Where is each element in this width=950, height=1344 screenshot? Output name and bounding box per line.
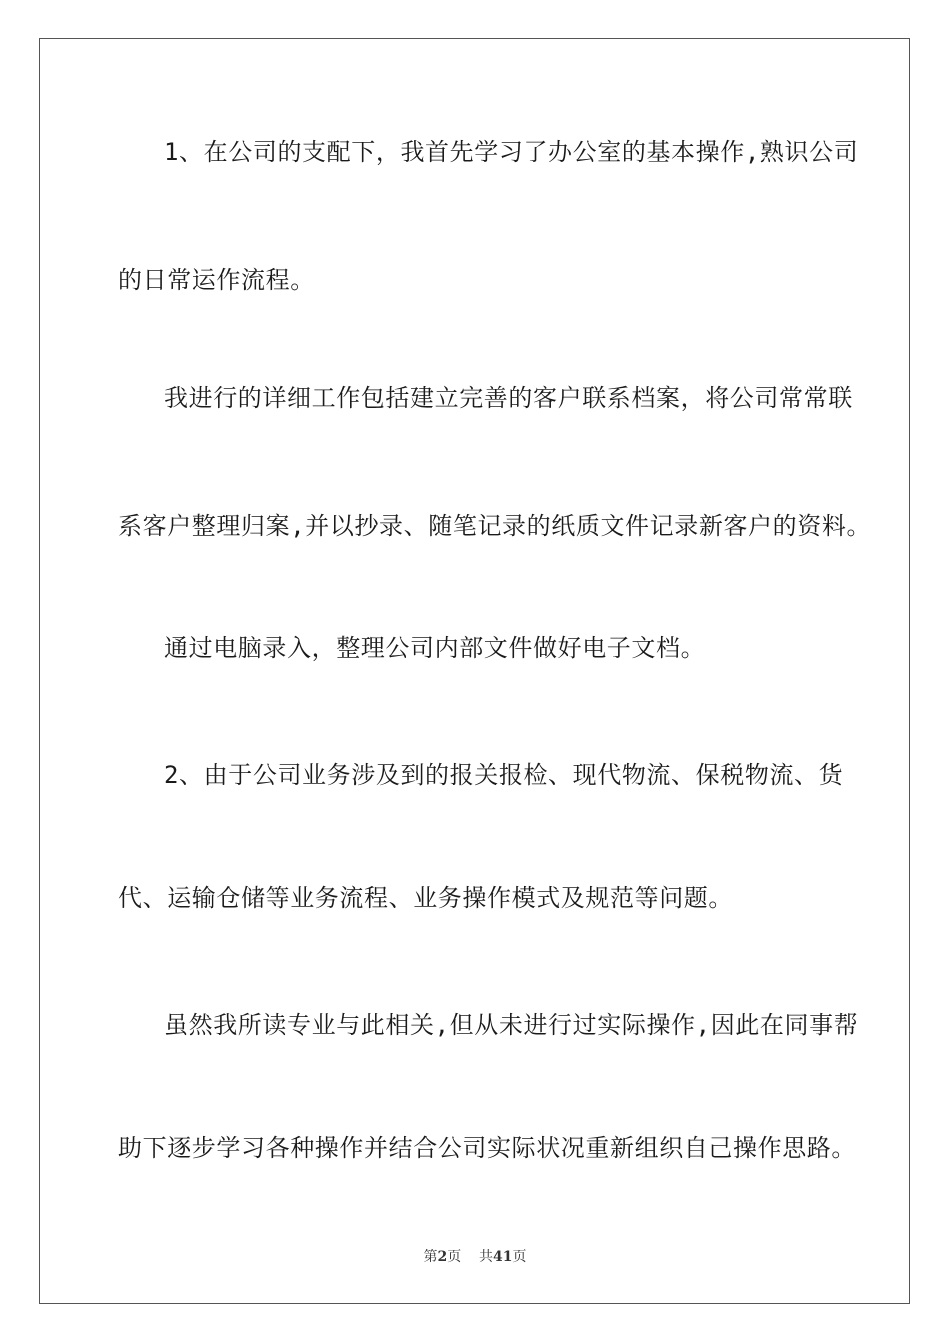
page-current: 2 bbox=[437, 1249, 448, 1265]
total-suffix: 页 bbox=[512, 1249, 527, 1265]
paragraph-5-line-1: 虽然我所读专业与此相关,但从未进行过实际操作,因此在同事帮 bbox=[164, 1011, 859, 1039]
paragraph-1-line-2: 的日常运作流程。 bbox=[118, 266, 315, 294]
paragraph-4-line-1: 2、由于公司业务涉及到的报关报检、现代物流、保税物流、货 bbox=[164, 761, 844, 789]
page-total: 41 bbox=[493, 1249, 513, 1265]
paragraph-3-line-1: 通过电脑录入，整理公司内部文件做好电子文档。 bbox=[164, 634, 706, 662]
paragraph-4-line-2: 代、运输仓储等业务流程、业务操作模式及规范等问题。 bbox=[118, 884, 733, 912]
page-suffix: 页 bbox=[447, 1249, 462, 1265]
page-footer bbox=[0, 1248, 950, 1266]
page-border bbox=[39, 38, 910, 1304]
page-prefix: 第 bbox=[423, 1249, 438, 1265]
paragraph-5-line-2: 助下逐步学习各种操作并结合公司实际状况重新组织自己操作思路。 bbox=[118, 1134, 856, 1162]
total-prefix: 共 bbox=[479, 1249, 494, 1265]
paragraph-1-line-1: 1、在公司的支配下，我首先学习了办公室的基本操作,熟识公司 bbox=[164, 138, 859, 166]
paragraph-2-line-1: 我进行的详细工作包括建立完善的客户联系档案，将公司常常联 bbox=[164, 384, 853, 412]
paragraph-2-line-2: 系客户整理归案,并以抄录、随笔记录的纸质文件记录新客户的资料。 bbox=[118, 512, 872, 540]
